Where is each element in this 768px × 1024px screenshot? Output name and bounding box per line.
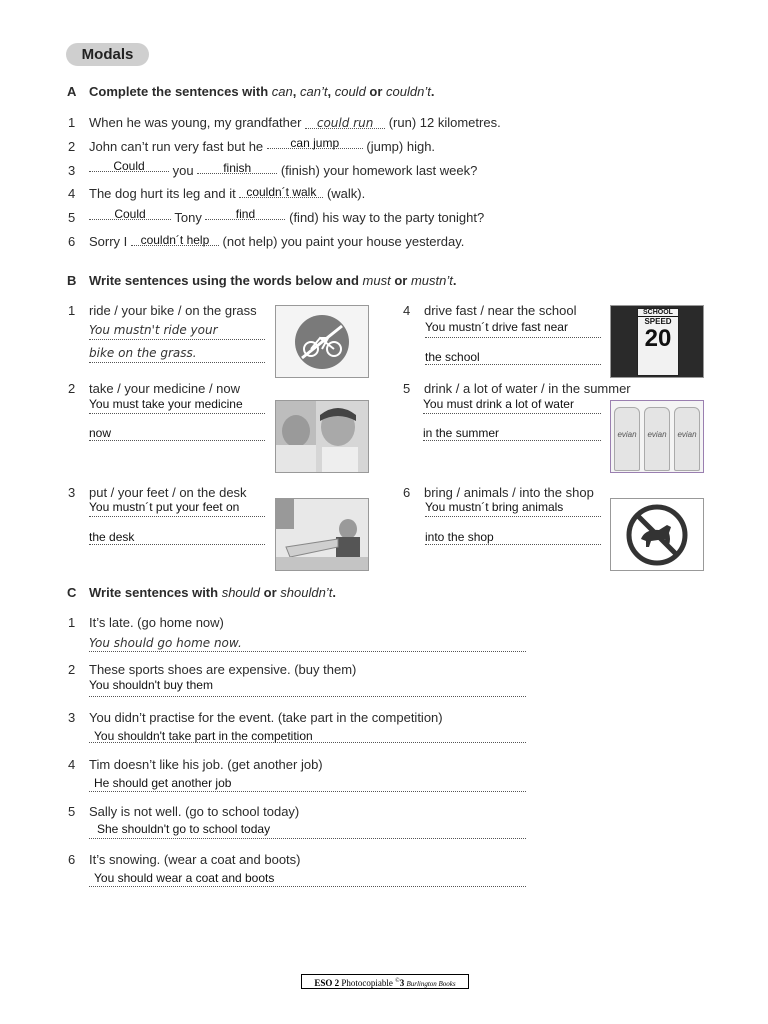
footer-label: Photocopiable: [341, 978, 393, 988]
b-prompt-1: ride / your bike / on the grass: [89, 303, 257, 318]
b-prompt-3: put / your feet / on the desk: [89, 485, 247, 500]
c-answer-5[interactable]: She shouldn't go to school today: [89, 822, 526, 839]
c-item-number: 1: [68, 615, 76, 630]
a-item-5: Could Tony find (find) his way to the party tonight?: [89, 210, 484, 225]
c-item-number: 2: [68, 662, 76, 677]
no-dogs-sign-image: [610, 498, 704, 571]
b-answer-2-line1[interactable]: You must take your medicine: [89, 397, 265, 414]
section-a-instructions: Complete the sentences with can, can’t, could or couldn’t.: [89, 84, 435, 99]
b-answer-3-line2[interactable]: the desk: [89, 530, 265, 545]
b-item-number: 1: [68, 303, 76, 318]
b-prompt-6: bring / animals / into the shop: [424, 485, 594, 500]
b-answer-4-line2[interactable]: the school: [425, 350, 601, 365]
c-prompt-1: It’s late. (go home now): [89, 615, 224, 630]
copyright-icon: ©: [395, 978, 400, 984]
b-answer-6-line1[interactable]: You mustn´t bring animals: [425, 500, 601, 517]
a-item-number: 3: [68, 163, 76, 178]
b-item-number: 5: [403, 381, 411, 396]
b-answer-5-line2[interactable]: in the summer: [423, 426, 601, 441]
b-answer-4-line1[interactable]: You mustn´t drive fast near: [425, 320, 601, 338]
a-answer-3b[interactable]: finish: [197, 161, 277, 174]
section-a-letter: A: [67, 84, 77, 99]
c-answer-6[interactable]: You should wear a coat and boots: [89, 871, 526, 887]
b-answer-5-line1[interactable]: You must drink a lot of water: [423, 397, 601, 414]
bottle-label: evian: [677, 430, 697, 439]
a-item-number: 6: [68, 234, 76, 249]
c-prompt-3: You didn’t practise for the event. (take part in the competition): [89, 710, 443, 725]
a-item-number: 4: [68, 186, 76, 201]
c-answer-4[interactable]: He should get another job: [89, 776, 526, 792]
sign-limit-number: 20: [644, 325, 672, 352]
sign-speed-text: SPEED: [638, 316, 678, 326]
water-bottle: [644, 407, 670, 471]
school-speed-sign-photo: [610, 305, 704, 378]
a-answer-4[interactable]: couldn´t walk: [239, 185, 323, 198]
bottle-label: evian: [617, 430, 637, 439]
a-item-2: John can’t run very fast but he can jump (jump) high.: [89, 136, 436, 154]
a-item-number: 1: [68, 115, 76, 130]
b-answer-3-line1[interactable]: You mustn´t put your feet on: [89, 500, 265, 517]
b-item-number: 4: [403, 303, 411, 318]
b-answer-1-line2[interactable]: bike on the grass.: [89, 346, 265, 363]
c-answer-1[interactable]: You should go home now.: [89, 636, 526, 652]
c-prompt-2: These sports shoes are expensive. (buy them): [89, 662, 357, 677]
a-item-6: Sorry I couldn´t help (not help) you paint your house yesterday.: [89, 233, 465, 249]
a-answer-5b[interactable]: find: [205, 207, 285, 220]
b-prompt-4: drive fast / near the school: [424, 303, 577, 318]
footer: [301, 974, 469, 989]
water-bottle: [674, 407, 700, 471]
a-item-4: The dog hurt its leg and it couldn´t walk (walk).: [89, 185, 366, 201]
c-answer-3[interactable]: You shouldn't take part in the competition: [89, 729, 526, 743]
footer-level: ESO 2: [314, 978, 340, 988]
page-title: Modals: [66, 43, 149, 66]
a-answer-5a[interactable]: Could: [89, 207, 171, 220]
a-item-number: 2: [68, 139, 76, 154]
no-cycling-sign-image: [275, 305, 369, 378]
c-prompt-6: It’s snowing. (wear a coat and boots): [89, 852, 301, 867]
b-prompt-2: take / your medicine / now: [89, 381, 241, 396]
c-prompt-5: Sally is not well. (go to school today): [89, 804, 300, 819]
bottle-label: evian: [647, 430, 667, 439]
c-item-number: 4: [68, 757, 76, 772]
water-bottles-photo: [610, 400, 704, 473]
b-answer-6-line2[interactable]: into the shop: [425, 530, 601, 545]
sign-school-text: SCHOOL: [643, 309, 673, 316]
footer-number: 3: [399, 978, 405, 988]
b-item-number: 3: [68, 485, 76, 500]
a-answer-1[interactable]: could run: [305, 116, 385, 129]
c-item-number: 3: [68, 710, 76, 725]
a-answer-3a[interactable]: Could: [89, 159, 169, 172]
medicine-photo: [275, 400, 369, 473]
a-answer-6[interactable]: couldn´t help: [131, 233, 219, 246]
a-item-1: When he was young, my grandfather could run (run) 12 kilometres.: [89, 115, 501, 130]
c-answer-2[interactable]: You shouldn't buy them: [89, 678, 526, 697]
feet-on-desk-photo: [275, 498, 369, 571]
section-b-letter: B: [67, 273, 77, 288]
c-item-number: 6: [68, 852, 76, 867]
b-item-number: 2: [68, 381, 76, 396]
b-prompt-5: drink / a lot of water / in the summer: [424, 381, 631, 396]
speed-sign: [637, 308, 679, 376]
section-c-instructions: Write sentences with should or shouldn’t.: [89, 585, 336, 600]
water-bottle: [614, 407, 640, 471]
section-b-instructions: Write sentences using the words below and must or mustn’t.: [89, 273, 457, 288]
section-c-letter: C: [67, 585, 77, 600]
a-answer-2[interactable]: can jump: [267, 136, 363, 149]
c-prompt-4: Tim doesn’t like his job. (get another job): [89, 757, 323, 772]
a-item-3: Could you finish (finish) your homework last week?: [89, 163, 477, 178]
a-item-number: 5: [68, 210, 76, 225]
b-item-number: 6: [403, 485, 411, 500]
b-answer-1-line1[interactable]: You mustn't ride your: [89, 323, 265, 340]
b-answer-2-line2[interactable]: now: [89, 426, 265, 441]
c-item-number: 5: [68, 804, 76, 819]
footer-publisher: Burlington Books: [406, 980, 456, 988]
